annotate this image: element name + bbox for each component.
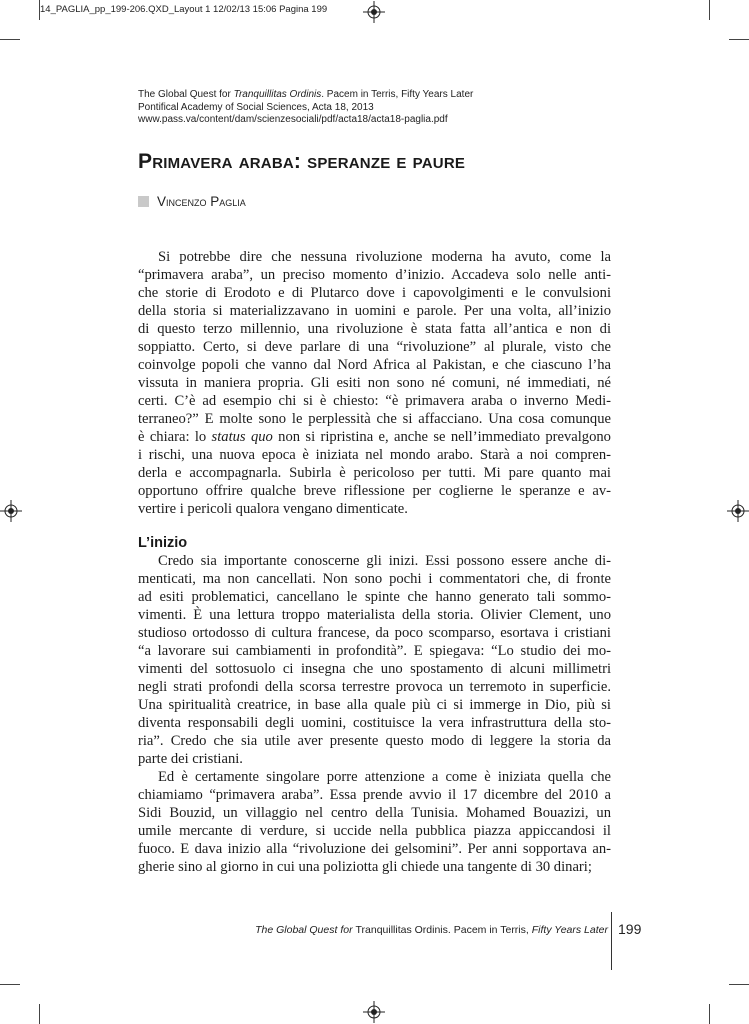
text-line: Ed è certamente singolare porre attenzione a come è iniziata quella che	[158, 769, 611, 785]
header-line-1-italic: Tranquillitas Ordinis	[233, 89, 322, 100]
section-heading: L’inizio	[138, 535, 188, 551]
registration-mark-right-icon	[727, 500, 749, 522]
paragraph-1	[138, 248, 611, 518]
author-square-icon	[138, 196, 149, 207]
registration-mark-bottom-icon	[363, 1001, 385, 1023]
text-line: che storie di Erodoto e di Plutarco dove i capovolgimenti e le convulsioni	[138, 285, 611, 301]
text-line: terraneo?” E molte sono le perplessità che si affacciano. Una cosa comunque	[138, 411, 611, 427]
text-line: Sidi Bouzid, un villaggio nel centro della Tunisia. Mohamed Bouazizi, un	[138, 805, 611, 821]
crop-mark-bottom-right-h	[729, 984, 749, 985]
text-line: Credo sia importante conoscerne gli inizi. Essi possono essere anche di-	[158, 553, 611, 569]
text-line: Si potrebbe dire che nessuna rivoluzione moderna ha avuto, come la	[158, 249, 611, 265]
text-line: è chiara: lo status quo non si ripristina e, anche se nell’immediato prevalgono	[138, 429, 611, 445]
text-line: Una spiritualità creatrice, in base alla quale più ci si immerge in Dio, più si	[138, 697, 611, 713]
footer-rule	[611, 912, 612, 970]
running-footer	[250, 924, 608, 936]
author-line	[138, 194, 246, 209]
header-line-2: Pontifical Academy of Social Sciences, Acta 18, 2013	[138, 101, 374, 113]
footer-roman: Tranquillitas Ordinis. Pacem in Terris,	[355, 924, 532, 936]
text-line: derla e accompagnarla. Subirla è pericoloso per tutti. Mi pare quanto mai	[138, 465, 611, 481]
header-url: www.pass.va/content/dam/scienzesociali/pdf/acta18/acta18-paglia.pdf	[138, 114, 448, 125]
crop-mark-bottom-left-v	[39, 1004, 40, 1024]
crop-mark-bottom-right-v	[709, 1004, 710, 1024]
text-line: della storia si materializzavano in uomini e parole. Per una volta, all’inizio	[138, 303, 611, 319]
text-line: i rischi, una nuova epoca è iniziata nel mondo arabo. Starà a noi compren-	[138, 447, 611, 463]
crop-mark-top-right-v	[709, 0, 710, 20]
text-line: vimenti. È una lettura troppo materialista della storia. Olivier Clement, uno	[138, 607, 611, 623]
crop-mark-top-right-h	[729, 39, 749, 40]
footer-italic-2: Fifty Years Later	[531, 924, 608, 936]
section-body	[138, 552, 611, 876]
text-line: negli strati profondi della scorsa terrestre provoca un terremoto in superficie.	[138, 679, 611, 695]
slug-line: 14_PAGLIA_pp_199-206.QXD_Layout 1 12/02/13 15:06 Pagina 199	[40, 4, 328, 15]
text-line: “primavera araba”, un preciso momento d’inizio. Accadeva solo nelle anti-	[138, 267, 611, 283]
header-line-1	[138, 89, 618, 102]
registration-mark-top-icon	[363, 1, 385, 23]
page-number: 199	[618, 921, 642, 937]
crop-mark-top-left-v	[39, 0, 40, 20]
crop-mark-top-left-h	[0, 39, 20, 40]
publication-header	[138, 89, 618, 127]
header-line-1-prefix: The Global Quest for	[138, 89, 234, 100]
text-line: chiamiamo “primavera araba”. Essa prende avvio il 17 dicembre del 2010 a	[138, 787, 611, 803]
text-line: “a lavorare sui cambiamenti in profondità”. E spiegava: “Lo studio dei mo-	[138, 643, 611, 659]
text-line: opportuno offrire qualche breve riflessione per coglierne le speranze e av-	[138, 483, 611, 499]
text-line: ria”. Credo che sia utile aver presente questo modo di leggere la storia da	[138, 733, 611, 749]
text-line: fuoco. E dava inizio alla “rivoluzione dei gelsomini”. Per anni sopportava an-	[138, 841, 611, 857]
author-name: Vincenzo Paglia	[157, 194, 246, 209]
text-line: vissuta in maniera propria. Gli esiti non sono né comuni, né immediati, né	[138, 375, 611, 391]
text-line: diventa responsabili degli uomini, costituisce la vera infrastruttura della sto-	[138, 715, 611, 731]
footer-italic-1: The Global Quest for	[255, 924, 356, 936]
text-line: di questo terzo millennio, una rivoluzione è stata fatta all’antica e non di	[138, 321, 611, 337]
text-line: gherie sino al giorno in cui una poliziotta gli chiede una tangente di 30 dinari;	[138, 859, 592, 875]
text-line: certi. C’è ad esempio chi si è chiesto: “è primavera araba o inverno Medi-	[138, 393, 611, 409]
header-line-1-suffix: . Pacem in Terris, Fifty Years Later	[321, 89, 474, 100]
text-line: vertire i pericoli qualora vengano dimenticate.	[138, 501, 408, 517]
text-line: coinvolge popoli che vanno dal Nord Africa al Pakistan, e che ciascuno l’ha	[138, 357, 611, 373]
text-line: parte dei cristiani.	[138, 751, 243, 767]
text-line: ad esiti problematici, cancellano le spinte che hanno generato tali sommo-	[138, 589, 611, 605]
text-line: studioso ortodosso di cultura francese, da poco scomparso, esortava i cristiani	[138, 625, 611, 641]
registration-mark-left-icon	[0, 500, 22, 522]
text-line: menticati, ma non cancellati. Non sono pochi i commentatori che, di fronte	[138, 571, 611, 587]
text-line: umile mercante di verdure, si uccide nella pubblica piazza appiccandosi il	[138, 823, 611, 839]
article-title: Primavera araba: speranze e paure	[138, 150, 466, 173]
text-line: soppiatto. Certo, si deve parlare di una “rivoluzione” al plurale, visto che	[138, 339, 611, 355]
crop-mark-bottom-left-h	[0, 984, 20, 985]
text-line: vimenti del sottosuolo ci insegna che uno spostamento di alcuni millimetri	[138, 661, 611, 677]
